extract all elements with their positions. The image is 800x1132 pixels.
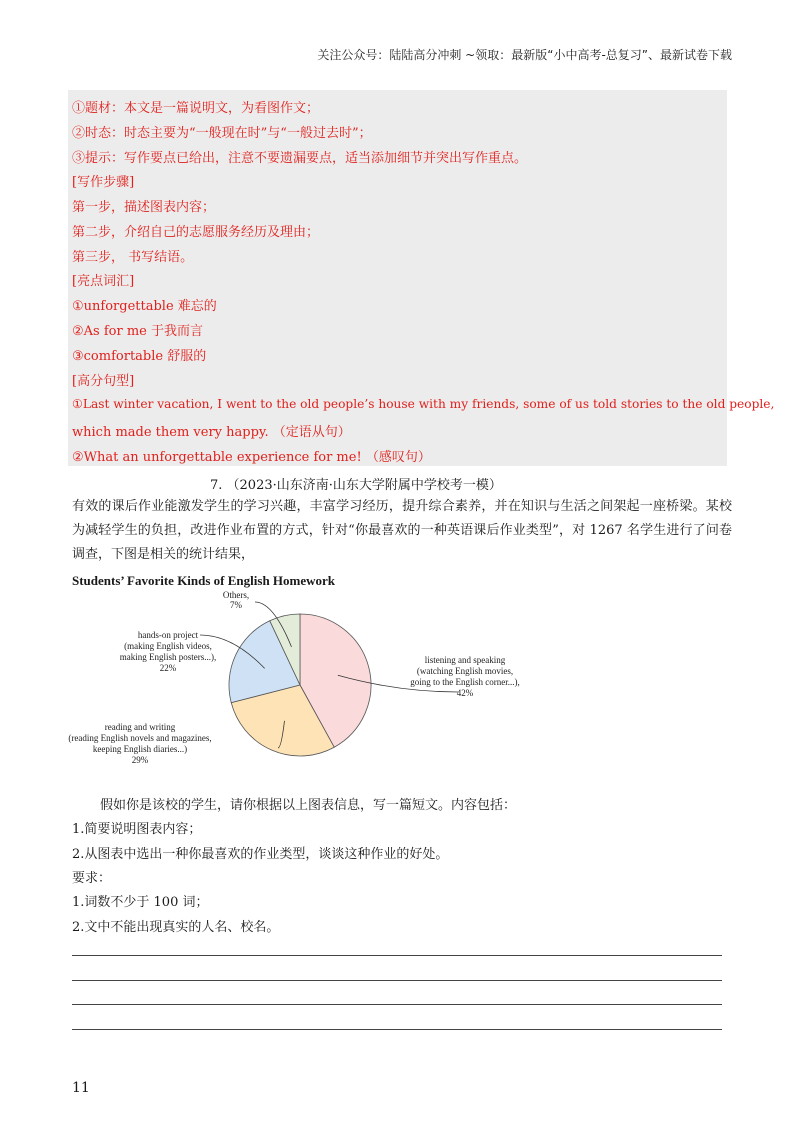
prompt-text: 假如你是该校的学生，请你根据以上图表信息，写一篇短文。内容包括： xyxy=(100,798,517,813)
analysis-line: 第二步，介绍自己的志愿服务经历及理由； xyxy=(72,225,320,240)
slice-label: (making English videos, xyxy=(124,641,212,651)
slice-label: 29% xyxy=(131,755,149,765)
answer-line xyxy=(72,980,722,981)
content-item: 2.从图表中选出一种你最喜欢的作业类型，谈谈这种作业的好处。 xyxy=(72,847,449,862)
analysis-line: ①题材：本文是一篇说明文，为看图作文； xyxy=(72,101,320,116)
slice-label: 7% xyxy=(230,600,242,610)
analysis-line: 第一步，描述图表内容； xyxy=(72,200,216,215)
page-number: 11 xyxy=(72,1080,90,1096)
analysis-line: [写作步骤] xyxy=(72,175,135,190)
content-item: 1.简要说明图表内容； xyxy=(72,822,202,837)
analysis-line: ①Last winter vacation, I went to the old people’s house with my friends, some of us told stories to the old people, xyxy=(72,397,775,411)
analysis-line: [高分句型] xyxy=(72,374,135,389)
requirement-item: 2.文中不能出现真实的人名、校名。 xyxy=(72,920,280,935)
slice-label: hands-on project xyxy=(137,630,199,640)
analysis-line: ②时态：时态主要为“一般现在时”与“一般过去时”； xyxy=(72,126,372,141)
answer-line xyxy=(72,1029,722,1030)
chart-title: Students’ Favorite Kinds of English Homework xyxy=(72,573,336,588)
slice-label: 22% xyxy=(159,663,177,673)
slice-label: reading and writing xyxy=(104,722,176,732)
requirement-heading: 要求： xyxy=(72,871,112,886)
analysis-line: [亮点词汇] xyxy=(72,274,135,289)
slice-label: (reading English novels and magazines, xyxy=(68,733,212,743)
analysis-line: ②As for me 于我而言 xyxy=(72,324,203,339)
page-header: 关注公众号：陆陆高分冲刺 ~领取：最新版“小中高考-总复习”、最新试卷下载 xyxy=(317,48,732,62)
slice-label: (watching English movies, xyxy=(416,666,514,676)
slice-label: making English posters...), xyxy=(119,652,217,662)
question-title: 7. （2023·山东济南·山东大学附属中学校考一模） xyxy=(210,478,502,493)
slice-label: 42% xyxy=(456,688,474,698)
analysis-line: ③comfortable 舒服的 xyxy=(72,349,207,364)
pie-chart xyxy=(60,588,560,783)
analysis-line: 第三步， 书写结语。 xyxy=(72,250,194,265)
analysis-line: which made them very happy. （定语从句） xyxy=(72,425,351,440)
answer-line xyxy=(72,1004,722,1005)
slice-label: listening and speaking xyxy=(424,655,506,665)
answer-line xyxy=(72,955,722,956)
slice-label: going to the English corner...), xyxy=(410,677,520,687)
slice-label: Others, xyxy=(222,590,250,600)
question-intro: 有效的课后作业能激发学生的学习兴趣，丰富学习经历，提升综合素养，并在知识与生活之间架起一座桥梁。某校为减轻学生的负担，改进作业布置的方式，针对“你最喜欢的一种英语课后作业类型”，对 1267 名学生进行了问卷调查，下图是相关的统计结果， xyxy=(72,499,732,562)
analysis-line: ②What an unforgettable experience for me! （感叹句） xyxy=(72,450,431,465)
requirement-item: 1.词数不少于 100 词； xyxy=(72,895,209,910)
analysis-line: ①unforgettable 难忘的 xyxy=(72,299,217,314)
slice-label: keeping English diaries...) xyxy=(92,744,188,754)
analysis-line: ③提示：写作要点已给出，注意不要遗漏要点，适当添加细节并突出写作重点。 xyxy=(72,151,528,166)
